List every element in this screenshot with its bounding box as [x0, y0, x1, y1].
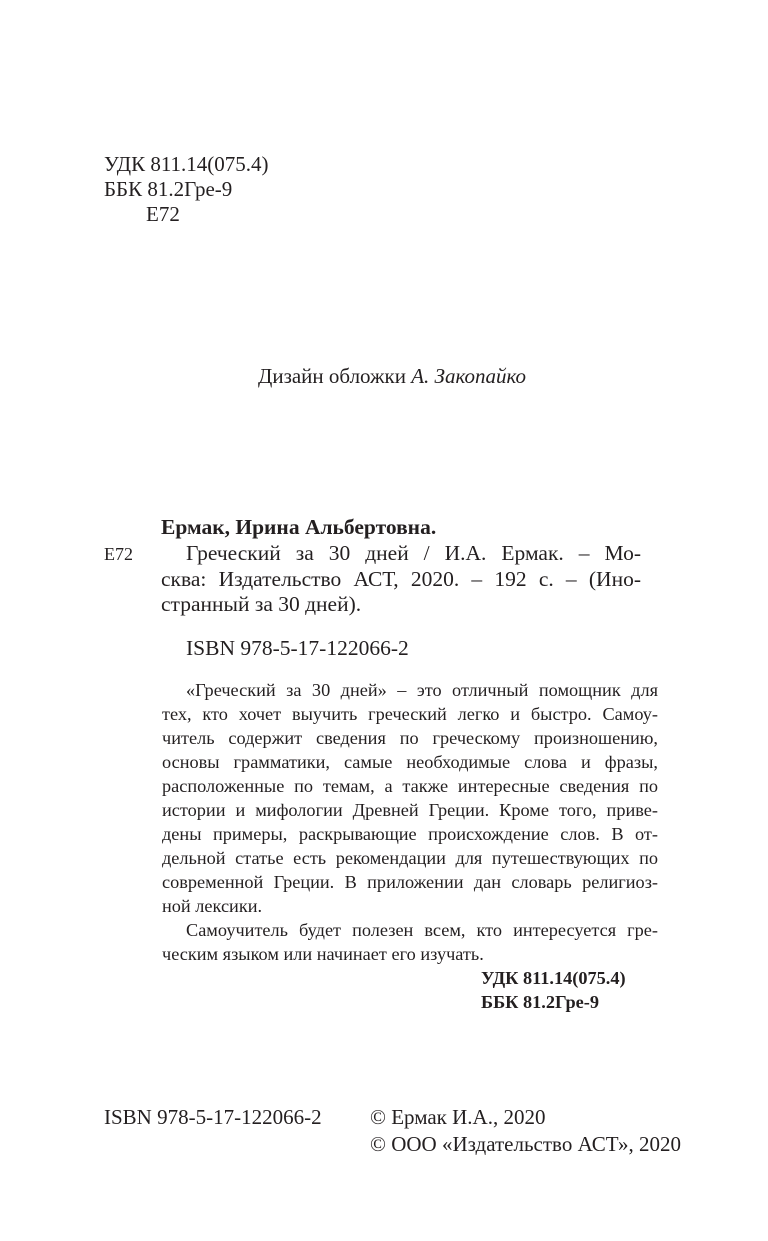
- header-udk: УДК 811.14(075.4): [104, 152, 269, 176]
- cover-designer: А. Закопайко: [411, 364, 527, 388]
- copyright-publisher: © ООО «Издательство АСТ», 2020: [370, 1132, 681, 1156]
- annotation-bbk: ББК 81.2Гре-9: [481, 992, 599, 1012]
- annotation-line: истории и мифологии Древней Греции. Кроме того, приве-: [162, 800, 658, 820]
- annotation-line: тех, кто хочет выучить греческий легко и быстро. Самоу-: [162, 704, 658, 724]
- annotation-udk: УДК 811.14(075.4): [481, 968, 626, 988]
- copyright-author: © Ермак И.А., 2020: [370, 1105, 546, 1129]
- catalog-author-mark: Е72: [104, 544, 133, 564]
- annotation-line: современной Греции. В приложении дан словарь религиоз-: [162, 872, 658, 892]
- annotation-line: ной лексики.: [162, 896, 263, 916]
- catalog-isbn: ISBN 978-5-17-122066-2: [186, 636, 409, 660]
- catalog-line: странный за 30 дней).: [161, 592, 362, 616]
- annotation-line: «Греческий за 30 дней» – это отличный помощник для: [186, 680, 658, 700]
- annotation-line: дены примеры, раскрывающие происхождение слов. В от-: [162, 824, 658, 844]
- annotation-line: расположенные по темам, а также интересные сведения по: [162, 776, 658, 796]
- annotation-line: дельной статье есть рекомендации для путешествующих по: [162, 848, 658, 868]
- annotation-line: основы грамматики, самые необходимые слова и фразы,: [162, 752, 658, 772]
- annotation-line: читель содержит сведения по греческому произношению,: [162, 728, 658, 748]
- annotation-line: ческим языком или начинает его изучать.: [162, 944, 484, 964]
- annotation-line: Самоучитель будет полезен всем, кто интересуется гре-: [186, 920, 658, 940]
- header-bbk: ББК 81.2Гре-9: [104, 177, 233, 201]
- footer-isbn: ISBN 978-5-17-122066-2: [104, 1105, 322, 1129]
- cover-design-credit: [258, 364, 526, 389]
- catalog-line: сква: Издательство АСТ, 2020. – 192 с. – (Ино-: [161, 567, 641, 591]
- cover-design-label: Дизайн обложки: [258, 364, 406, 388]
- catalog-author: Ермак, Ирина Альбертовна.: [161, 515, 437, 539]
- header-author-mark: Е72: [146, 202, 180, 226]
- catalog-line: Греческий за 30 дней / И.А. Ермак. – Мо-: [186, 541, 641, 565]
